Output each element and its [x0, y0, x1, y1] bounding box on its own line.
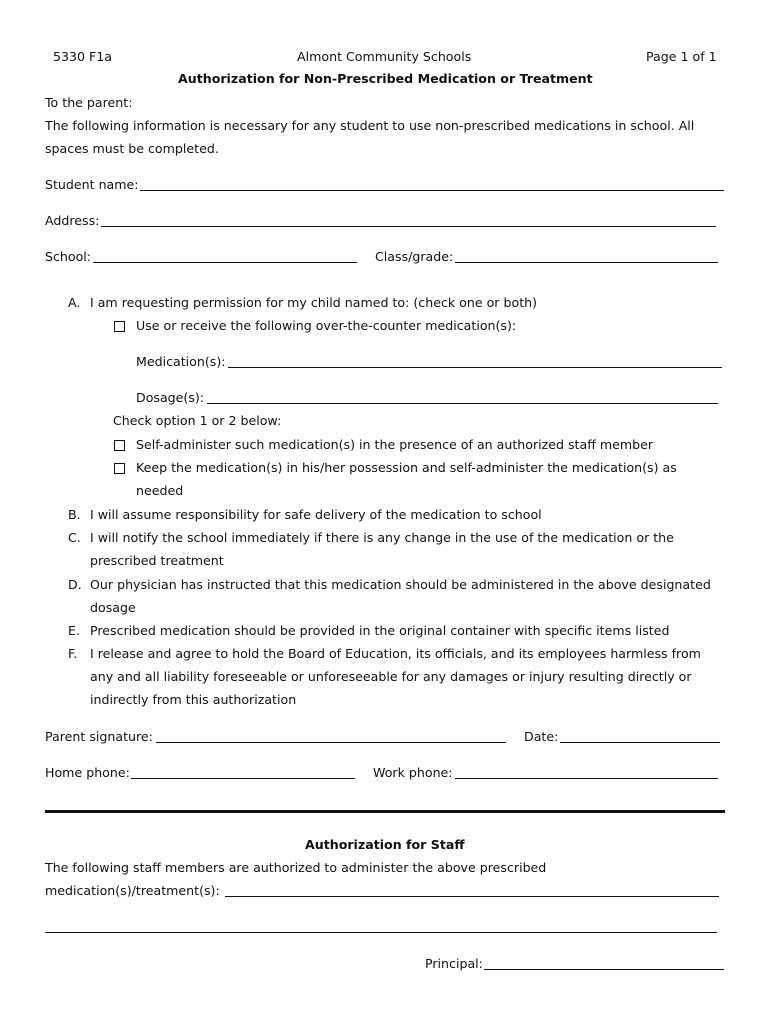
item-e-text: Prescribed medication should be provided in the original container with specific items listed — [90, 623, 670, 638]
item-f-line-2: any and all liability foreseeable or unforeseeable for any damages or injury resulting directly or — [90, 669, 692, 684]
item-b-text: I will assume responsibility for safe delivery of the medication to school — [90, 507, 542, 522]
item-f-line-1: I release and agree to hold the Board of Education, its officials, and its employees harmless from — [90, 646, 701, 661]
staff-names-field[interactable] — [225, 896, 719, 897]
page-title: Authorization for Non-Prescribed Medication or Treatment — [178, 71, 593, 86]
otc-medication-checkbox[interactable] — [114, 321, 125, 332]
class-grade-field[interactable] — [455, 262, 718, 263]
school-field[interactable] — [93, 262, 357, 263]
item-f-letter: F. — [68, 646, 78, 661]
school-label: School: — [45, 249, 92, 264]
keep-medication-label-line-2: needed — [136, 483, 184, 498]
medications-label: Medication(s): — [136, 354, 226, 369]
work-phone-field[interactable] — [455, 778, 718, 779]
parent-signature-label: Parent signature: — [45, 729, 153, 744]
principal-signature-field[interactable] — [484, 969, 724, 970]
item-a-text: I am requesting permission for my child named to: (check one or both) — [90, 295, 538, 310]
address-field[interactable] — [101, 226, 716, 227]
medications-field[interactable] — [228, 367, 722, 368]
page-number: Page 1 of 1 — [646, 49, 717, 64]
item-c-letter: C. — [68, 530, 81, 545]
item-a-letter: A. — [68, 295, 81, 310]
staff-line-2-label: medication(s)/treatment(s): — [45, 883, 220, 898]
item-f-line-3: indirectly from this authorization — [90, 692, 297, 707]
item-e-letter: E. — [68, 623, 80, 638]
keep-medication-checkbox[interactable] — [114, 463, 125, 474]
date-field[interactable] — [560, 742, 720, 743]
class-grade-label: Class/grade: — [375, 249, 454, 264]
principal-label: Principal: — [425, 956, 483, 971]
staff-line-1: The following staff members are authorized to administer the above prescribed — [45, 860, 547, 875]
item-d-line-2: dosage — [90, 600, 136, 615]
check-option-label: Check option 1 or 2 below: — [113, 413, 282, 428]
keep-medication-label-line-1: Keep the medication(s) in his/her possession and self-administer the medication(s) as — [136, 460, 677, 475]
dosage-field[interactable] — [207, 403, 718, 404]
staff-names-field-extra[interactable] — [45, 932, 717, 933]
self-administer-label: Self-administer such medication(s) in the presence of an authorized staff member — [136, 437, 654, 452]
self-administer-checkbox[interactable] — [114, 440, 125, 451]
staff-section-title: Authorization for Staff — [305, 837, 465, 852]
home-phone-field[interactable] — [131, 778, 355, 779]
otc-medication-label: Use or receive the following over-the-counter medication(s): — [136, 318, 517, 333]
item-c-line-2: prescribed treatment — [90, 553, 224, 568]
address-label: Address: — [45, 213, 100, 228]
work-phone-label: Work phone: — [373, 765, 453, 780]
item-d-line-1: Our physician has instructed that this medication should be administered in the above designated — [90, 577, 711, 592]
item-d-letter: D. — [68, 577, 82, 592]
student-name-field[interactable] — [140, 190, 724, 191]
form-code: 5330 F1a — [53, 49, 113, 64]
item-c-line-1: I will notify the school immediately if there is any change in the use of the medication or the — [90, 530, 674, 545]
organization-name: Almont Community Schools — [297, 49, 472, 64]
greeting: To the parent: — [45, 95, 133, 110]
item-b-letter: B. — [68, 507, 81, 522]
intro-line-2: spaces must be completed. — [45, 141, 219, 156]
parent-signature-field[interactable] — [156, 742, 506, 743]
student-name-label: Student name: — [45, 177, 139, 192]
dosage-label: Dosage(s): — [136, 390, 205, 405]
intro-line-1: The following information is necessary for any student to use non-prescribed medications in school. All — [45, 118, 695, 133]
home-phone-label: Home phone: — [45, 765, 130, 780]
date-label: Date: — [524, 729, 559, 744]
section-divider — [45, 810, 725, 813]
